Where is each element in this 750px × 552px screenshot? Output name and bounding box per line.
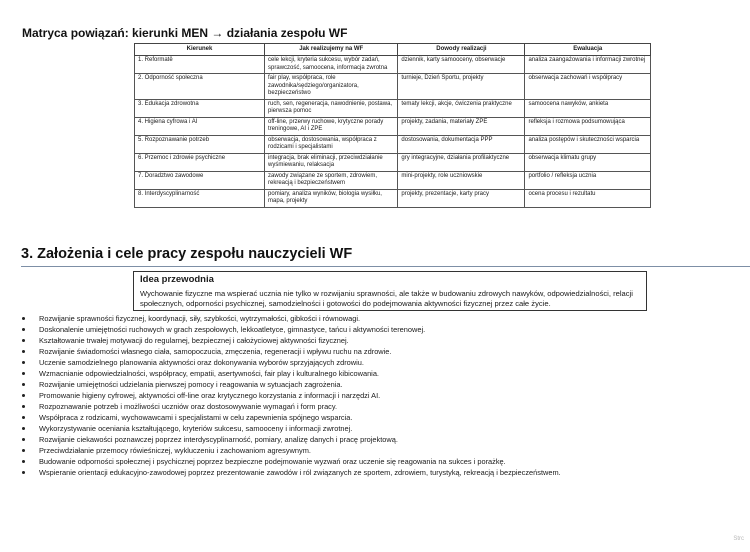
goal-item: Wspieranie orientacji edukacyjno-zawodowej poprzez prezentowanie zawodów i ról związanych ze sportem, zdrowiem, turystyką, rekreacją i bezpieczeństwem.: [19, 467, 744, 478]
table-cell: ruch, sen, regeneracja, nawodnienie, postawa, pierwsza pomoc: [265, 99, 398, 117]
table-row: [135, 171, 651, 189]
goal-item: Rozwijanie sprawności fizycznej, koordynacji, siły, szybkości, wytrzymałości, gibkości i równowagi.: [19, 313, 744, 324]
table-cell: 5. Rozpoznawanie potrzeb: [135, 135, 265, 153]
table-cell: obserwacja, dostosowania, współpraca z rodzicami i specjalistami: [265, 135, 398, 153]
idea-box: [133, 271, 647, 311]
goal-item: Kształtowanie trwałej motywacji do regularnej, bezpiecznej i całożyciowej aktywności fizycznej.: [19, 335, 744, 346]
table-cell: 7. Doradztwo zawodowe: [135, 171, 265, 189]
matrix-table: [134, 43, 651, 208]
table-cell: refleksja i rozmowa podsumowująca: [525, 117, 651, 135]
goal-item: Rozwijanie ciekawości poznawczej poprzez interdyscyplinarność, pomiary, analizę danych i pracę projektową.: [19, 434, 744, 445]
table-cell: analiza postępów i skuteczności wsparcia: [525, 135, 651, 153]
goal-item: Współpraca z rodzicami, wychowawcami i specjalistami w celu zapewnienia spójnego wsparcia.: [19, 412, 744, 423]
table-header-row: [135, 44, 651, 56]
goal-item: Przeciwdziałanie przemocy rówieśniczej, wykluczeniu i zachowaniom agresywnym.: [19, 445, 744, 456]
idea-title: Idea przewodnia: [140, 274, 214, 285]
idea-body: Wychowanie fizyczne ma wspierać ucznia nie tylko w rozwijaniu sprawności, ale także w budowaniu zdrowych nawyków, odpowiedzialności, relacji społecznych, odporności psychicznej, samodzielności i gotowości do podejmowania aktywności fizycznej przez całe życie.: [140, 289, 633, 308]
table-row: [135, 56, 651, 74]
table-cell: obserwacja zachowań i współpracy: [525, 74, 651, 100]
table-cell: 4. Higiena cyfrowa i AI: [135, 117, 265, 135]
table-cell: integracja, brak eliminacji, przeciwdziałanie wyśmiewaniu, relaksacja: [265, 153, 398, 171]
table-cell: obserwacja klimatu grupy: [525, 153, 651, 171]
column-header: Ewaluacja: [525, 44, 651, 56]
table-body: [135, 56, 651, 208]
table-cell: off-line, przerwy ruchowe, krytyczne porady treningowe, AI i ZPE: [265, 117, 398, 135]
goal-item: Budowanie odporności społecznej i psychicznej poprzez bezpieczne podejmowanie wyzwań oraz uczenie się reagowania na sukces i porażkę.: [19, 456, 744, 467]
goal-item: Promowanie higieny cyfrowej, aktywności off-line oraz krytycznego korzystania z informacji i narzędzi AI.: [19, 390, 744, 401]
goal-item: Uczenie samodzielnego planowania aktywności oraz dokonywania wyborów sprzyjających zdrowiu.: [19, 357, 744, 368]
table-cell: 2. Odporność społeczna: [135, 74, 265, 100]
goal-item: Rozwijanie umiejętności udzielania pierwszej pomocy i reagowania w sytuacjach zagrożenia.: [19, 379, 744, 390]
matrix-title: Matryca powiązań: kierunki MEN → działania zespołu WF: [22, 26, 348, 40]
table-cell: 1. Reformatě: [135, 56, 265, 74]
table-row: [135, 117, 651, 135]
table-cell: 3. Edukacja zdrowotna: [135, 99, 265, 117]
table-cell: dostosowania, dokumentacja PPP: [398, 135, 525, 153]
column-header: Kierunek: [135, 44, 265, 56]
table-row: [135, 135, 651, 153]
table-cell: portfolio / refleksja ucznia: [525, 171, 651, 189]
table-cell: zawody związane ze sportem, zdrowiem, rekreacją i bezpieczeństwem: [265, 171, 398, 189]
goals-list: [19, 313, 744, 478]
table-cell: dziennik, karty samooceny, obserwacje: [398, 56, 525, 74]
table-cell: ocena procesu i rezultatu: [525, 189, 651, 207]
goal-item: Rozwijanie świadomości własnego ciała, samopoczucia, zmęczenia, regeneracji i wpływu ruchu na zdrowie.: [19, 346, 744, 357]
section-divider: [21, 266, 750, 267]
table-row: [135, 74, 651, 100]
table-cell: 8. Interdyscyplinarność: [135, 189, 265, 207]
goal-item: Doskonalenie umiejętności ruchowych w grach zespołowych, lekkoatletyce, gimnastyce, tańcu i aktywności terenowej.: [19, 324, 744, 335]
table-cell: pomiary, analiza wyników, biologia wysiłku, mapa, projekty: [265, 189, 398, 207]
table-cell: samoocena nawyków, ankieta: [525, 99, 651, 117]
table-cell: mini-projekty, role uczniowskie: [398, 171, 525, 189]
table-cell: turnieje, Dzień Sportu, projekty: [398, 74, 525, 100]
table-cell: projekty, zadania, materiały ZPE: [398, 117, 525, 135]
table-row: [135, 189, 651, 207]
table-row: [135, 99, 651, 117]
table-cell: fair play, współpraca, role zawodnika/sędziego/organizatora, bezpieczeństwo: [265, 74, 398, 100]
table-cell: gry integracyjne, działania profilaktyczne: [398, 153, 525, 171]
table-cell: cele lekcji, kryteria sukcesu, wybór zadań, sprawczość, samoocena, informacja zwrotna: [265, 56, 398, 74]
goal-item: Rozpoznawanie potrzeb i możliwości uczniów oraz dostosowywanie wymagań i form pracy.: [19, 401, 744, 412]
corner-mark: Strc: [733, 536, 744, 542]
table-cell: analiza zaangażowania i informacji zwrotnej: [525, 56, 651, 74]
goal-item: Wykorzystywanie oceniania kształtującego, kryteriów sukcesu, samooceny i informacji zwrotnej.: [19, 423, 744, 434]
column-header: Jak realizujemy na WF: [265, 44, 398, 56]
section-title: 3. Założenia i cele pracy zespołu nauczycieli WF: [21, 246, 353, 262]
table-row: [135, 153, 651, 171]
column-header: Dowody realizacji: [398, 44, 525, 56]
table-cell: tematy lekcji, akcje, ćwiczenia praktyczne: [398, 99, 525, 117]
table-cell: projekty, prezentacje, karty pracy: [398, 189, 525, 207]
table-cell: 6. Przemoc i zdrowie psychiczne: [135, 153, 265, 171]
goal-item: Wzmacnianie odpowiedzialności, współpracy, empatii, asertywności, fair play i kulturalnego kibicowania.: [19, 368, 744, 379]
